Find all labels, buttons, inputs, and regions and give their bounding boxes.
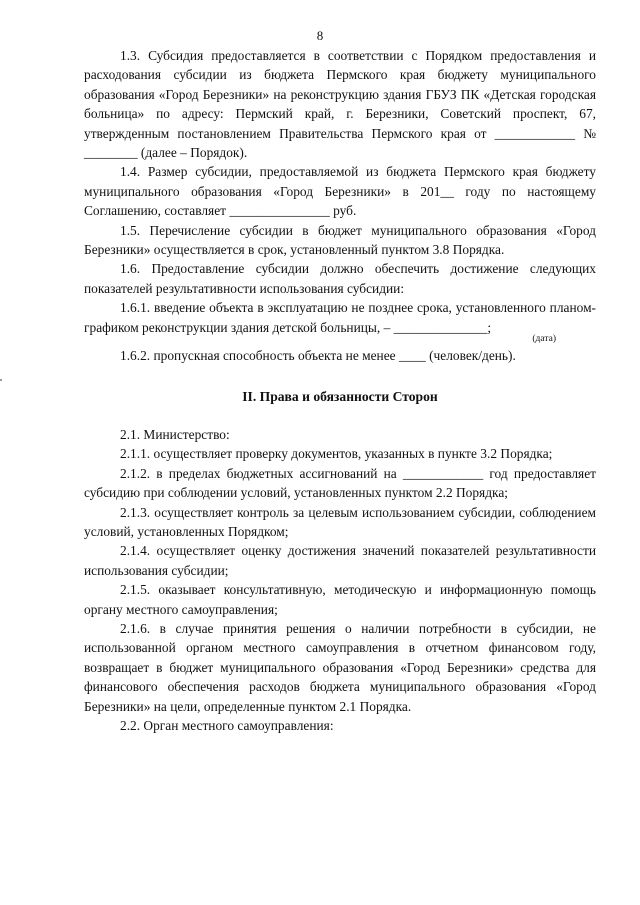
- clause-2-1-4: 2.1.4. осуществляет оценку достижения значений показателей результативности использования субсидии;: [84, 543, 596, 578]
- clause-2-1-1: 2.1.1. осуществляет проверку документов, указанных в пункте 3.2 Порядка;: [120, 446, 553, 462]
- clause-1-6-1: 1.6.1. введение объекта в эксплуатацию не позднее срока, установленного планом-графиком реконструкции здания детской больницы, – ______________;: [84, 300, 596, 335]
- scan-artifact-dot: [0, 379, 2, 381]
- clause-2-1: 2.1. Министерство:: [120, 426, 230, 442]
- clause-2-1-2: 2.1.2. в пределах бюджетных ассигнований на ____________ год предоставляет субсидию при соблюдении условий, установленных пунктом 2.2 Порядка;: [84, 465, 596, 501]
- document-body: [84, 46, 596, 735]
- clause-2-1-5: 2.1.5. оказывает консультативную, методическую и информационную помощь органу местного самоуправления;: [84, 582, 596, 617]
- clause-1-6-2: 1.6.2. пропускная способность объекта не менее ____ (человек/день).: [120, 348, 516, 364]
- clause-2-2: 2.2. Орган местного самоуправления:: [120, 718, 334, 733]
- clause-1-6: 1.6. Предоставление субсидии должно обеспечить достижение следующих показателей результативности использования субсидии:: [84, 261, 596, 296]
- date-caption: (дата): [532, 334, 556, 345]
- clause-1-3: 1.3. Субсидия предоставляется в соответствии с Порядком предоставления и расходования субсидии из бюджета Пермского края бюджету муниципального образования «Город Березники» на реконструкцию здания ГБУЗ ПК «Детская городская больница» по адресу: Пермский край, г. Березники, Советский проспект, 67, утвержденным постановлением Правительства Пермского края от ____________ № ________ (далее – Порядок).: [84, 48, 596, 161]
- page-number: 8: [316, 28, 324, 43]
- clause-1-4: 1.4. Размер субсидии, предоставляемой из бюджета Пермского края бюджету муниципального образования «Город Березники» в 201__ году по настоящему Соглашению, составляет _______________ руб.: [84, 164, 596, 219]
- section-heading: II. Права и обязанности Сторон: [242, 388, 438, 404]
- clause-2-1-6: 2.1.6. в случае принятия решения о наличии потребности в субсидии, не использованной органом местного самоуправления в отчетном финансовом году, возвращает в бюджет муниципального образования «Город Березники» средства для финансового обеспечения расходов бюджета муниципального образования «Город Березники» на цели, определенные пунктом 2.1 Порядка.: [84, 620, 596, 714]
- clause-1-5: 1.5. Перечисление субсидии в бюджет муниципального образования «Город Березники» осуществляется в срок, установленный пунктом 3.8 Порядка.: [84, 222, 596, 258]
- clause-2-1-3: 2.1.3. осуществляет контроль за целевым использованием субсидии, соблюдением условий, установленных Порядком;: [84, 504, 596, 539]
